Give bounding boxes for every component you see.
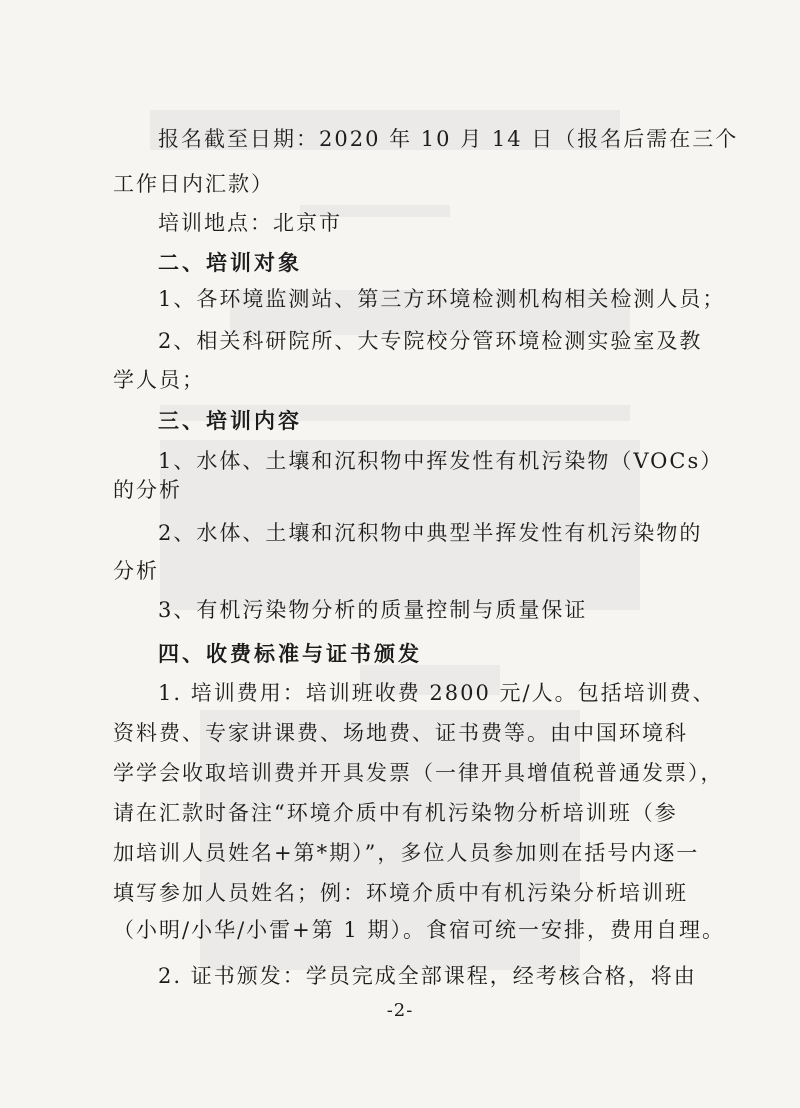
section-heading: 二、培训对象: [158, 251, 302, 275]
section-heading: 三、培训内容: [158, 409, 302, 433]
text-line: 加培训人员姓名+第*期）”，多位人员参加则在括号内逐一: [113, 841, 700, 865]
text-line: 学人员；: [113, 368, 205, 392]
text-line: 2、相关科研院所、大专院校分管环境检测实验室及教: [158, 329, 703, 353]
page-number: -2-: [386, 1000, 414, 1021]
section-heading: 四、收费标准与证书颁发: [158, 642, 422, 666]
text-line: 的分析: [113, 478, 182, 502]
text-line: 3、有机污染物分析的质量控制与质量保证: [158, 598, 588, 622]
text-line: 培训地点：北京市: [158, 211, 342, 235]
text-line: 资料费、专家讲课费、场地费、证书费等。由中国环境科: [113, 721, 688, 745]
text-line: 填写参加人员姓名；例：环境介质中有机污染分析培训班: [113, 881, 688, 905]
text-line: 2、水体、土壤和沉积物中典型半挥发性有机污染物的: [158, 521, 703, 545]
text-line: 1、水体、土壤和沉积物中挥发性有机污染物（VOCs）: [158, 449, 724, 473]
text-line: 请在汇款时备注“环境介质中有机污染物分析培训班（参: [113, 801, 678, 825]
text-line: 学学会收取培训费并开具发票（一律开具增值税普通发票），: [113, 761, 724, 785]
text-line: 工作日内汇款）: [113, 172, 274, 196]
text-line: 2. 证书颁发：学员完成全部课程，经考核合格，将由: [158, 964, 697, 988]
text-line: 报名截至日期：2020 年 10 月 14 日（报名后需在三个: [158, 127, 739, 151]
text-line: 1、各环境监测站、第三方环境检测机构相关检测人员；: [158, 287, 726, 311]
text-line: 1. 培训费用：培训班收费 2800 元/人。包括培训费、: [158, 681, 716, 705]
text-line: （小明/小华/小雷+第 1 期）。食宿可统一安排，费用自理。: [113, 918, 725, 942]
text-line: 分析: [113, 559, 159, 583]
